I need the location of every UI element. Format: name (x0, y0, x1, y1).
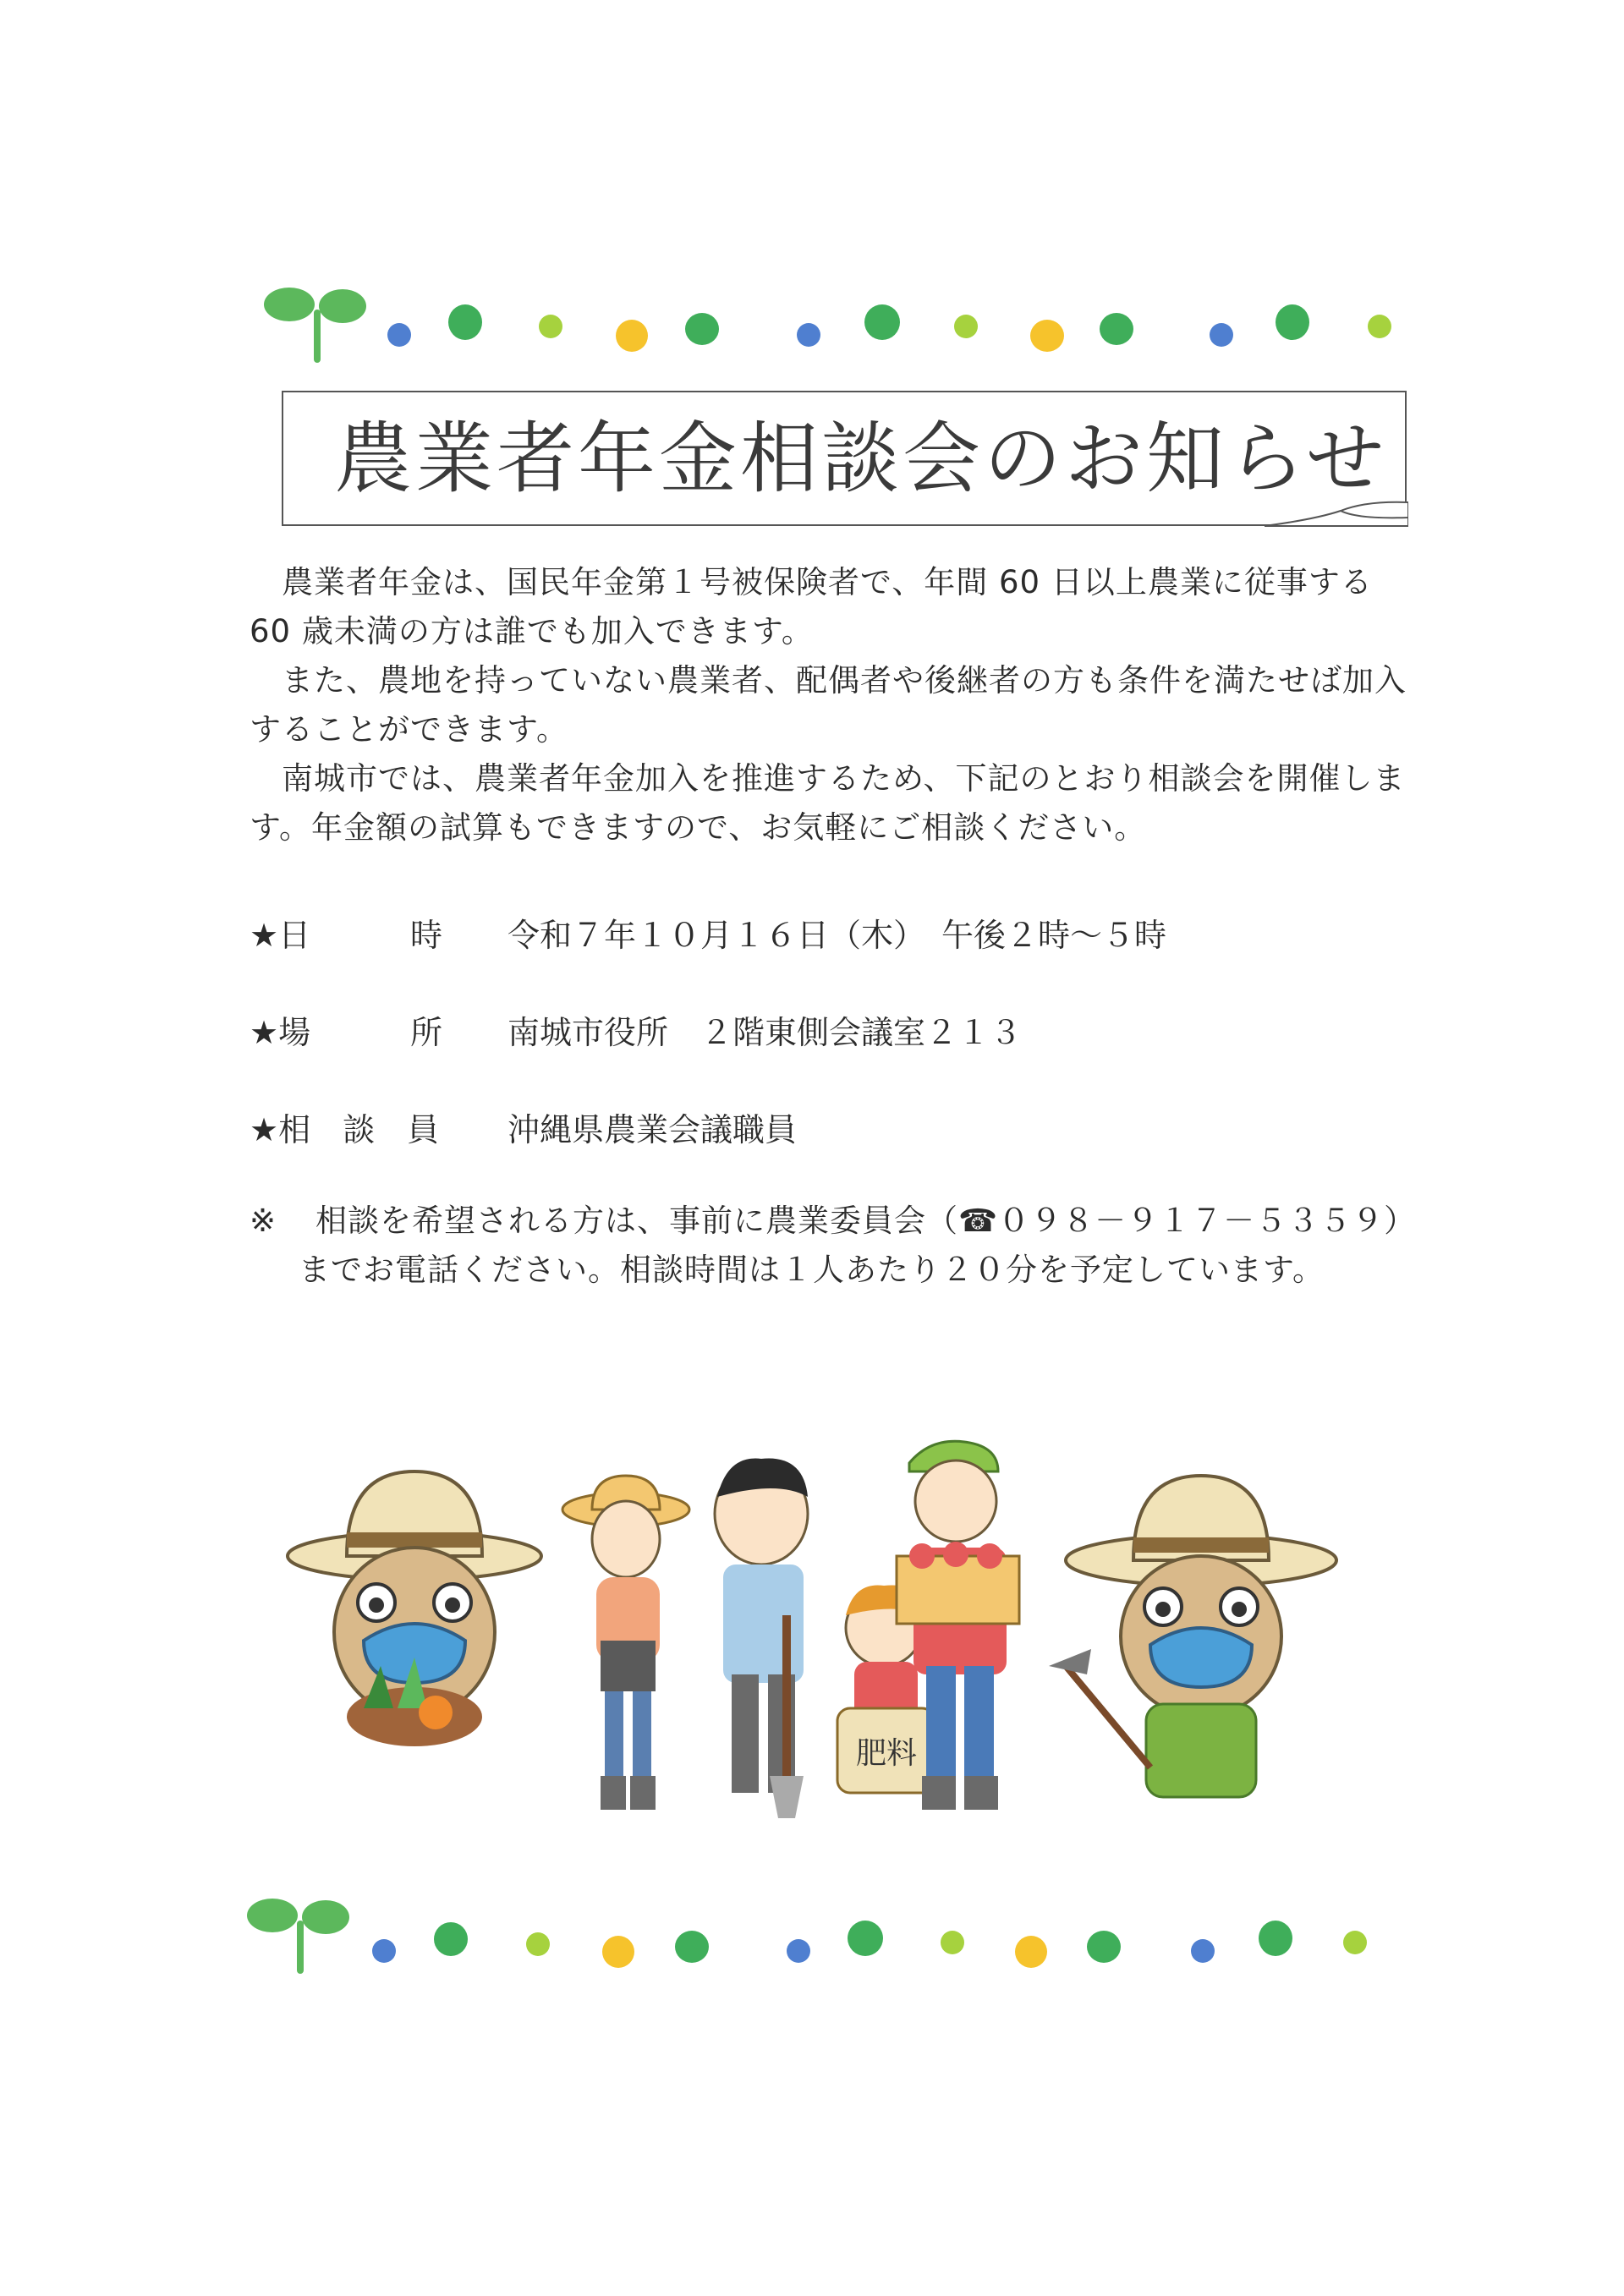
dot (864, 304, 900, 340)
farmers-illustration (254, 1438, 1370, 1835)
paragraph: 南城市では、農業者年金加入を推進するため、下記のとおり相談会を開催します。年金額の試算もできますので、お気軽にご相談ください。 (250, 760, 1406, 846)
note-mark: ※ (250, 1203, 277, 1239)
paragraph: 農業者年金は、国民年金第１号被保険者で、年間 60 日以上農業に従事する 60 歳未満の方は誰でも加入できます。 (250, 564, 1373, 649)
dot (1343, 1931, 1367, 1954)
mascot-left (288, 1471, 541, 1746)
paragraph: また、農地を持っていない農業者、配偶者や後継者の方も条件を満たせば加入することができます。 (250, 662, 1407, 748)
dot (685, 313, 719, 345)
sprout-icon (245, 1890, 355, 1975)
info-value: 令和７年１０月１６日（木） 午後２時～５時 (508, 917, 1167, 954)
dot (1087, 1931, 1121, 1963)
dot (787, 1939, 810, 1963)
sack-label: 肥料 (856, 1736, 918, 1771)
note-line: 相談を希望される方は、事前に農業委員会（☎０９８－９１７－５３５９） (315, 1203, 1417, 1239)
dot (797, 323, 820, 347)
dot (448, 304, 482, 340)
info-value: 南城市役所 ２階東側会議室２１３ (508, 1014, 1023, 1051)
dot (387, 323, 411, 347)
info-label: 所 (410, 1014, 443, 1051)
dot (675, 1931, 709, 1963)
info-label: ★日 (250, 917, 311, 954)
farmer-woman (562, 1476, 689, 1810)
intro-paragraphs (250, 558, 1417, 852)
page-curl-decoration (1265, 494, 1408, 528)
dot (1210, 323, 1233, 347)
mascot-right (1049, 1476, 1336, 1797)
top-decoration (0, 271, 1624, 372)
dot (848, 1921, 883, 1956)
dot (616, 320, 648, 352)
sprout-icon (262, 279, 372, 364)
dot (1191, 1939, 1215, 1963)
dot (602, 1936, 634, 1968)
info-label: ★相 談 員 (250, 1111, 440, 1148)
info-label: ★場 (250, 1014, 311, 1051)
dot (434, 1922, 468, 1956)
dot (539, 315, 562, 338)
page-title: 農業者年金相談会のお知らせ (334, 414, 1388, 504)
dot (372, 1939, 396, 1963)
note-line: までお電話ください。相談時間は１人あたり２０分を予定しています。 (299, 1252, 1325, 1288)
dot (1368, 315, 1391, 338)
dot (1030, 320, 1064, 352)
dot (941, 1931, 964, 1954)
info-value: 沖縄県農業会議職員 (508, 1111, 798, 1148)
dot (1276, 304, 1309, 340)
dot (1259, 1921, 1292, 1956)
bottom-decoration (0, 1882, 1624, 1983)
dot (526, 1932, 550, 1956)
info-label: 時 (410, 917, 443, 954)
dot (1100, 313, 1133, 345)
dot (1015, 1936, 1047, 1968)
dot (954, 315, 978, 338)
title-box (282, 391, 1407, 526)
farmer-man-shovel (715, 1459, 808, 1818)
